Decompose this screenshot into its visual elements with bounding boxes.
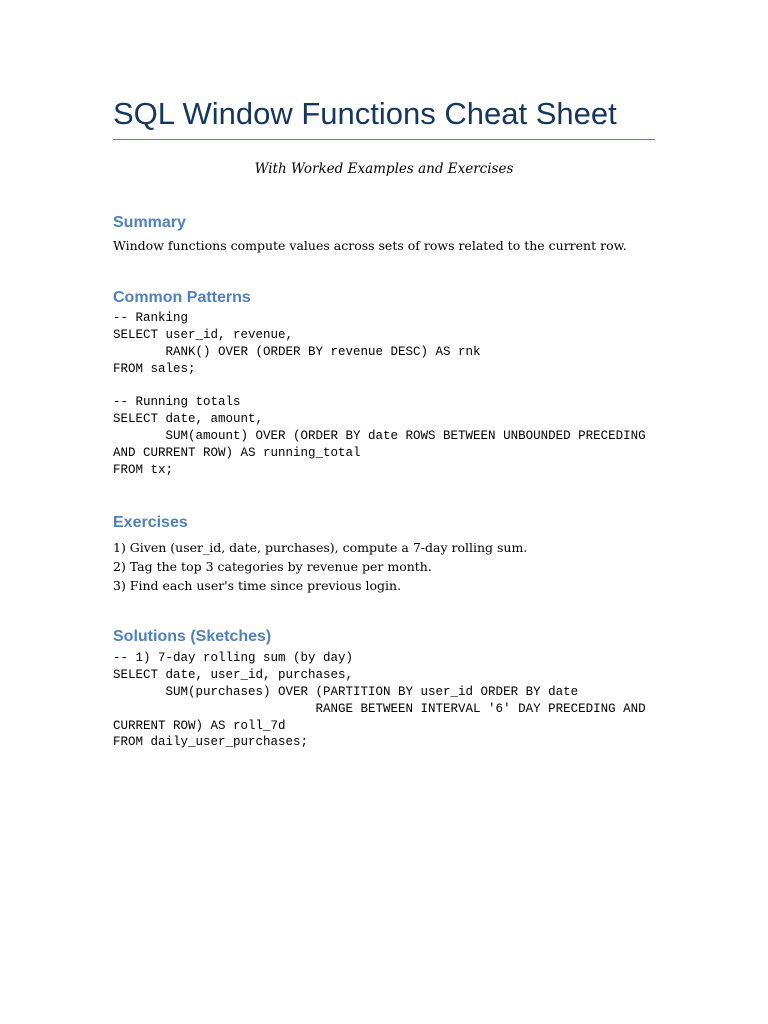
code-line: -- 1) 7-day rolling sum (by day) (113, 651, 354, 665)
code-line: -- Ranking (113, 311, 189, 325)
code-line: FROM sales; (113, 361, 196, 376)
patterns-code-block (113, 310, 646, 479)
document-title: SQL Window Functions Cheat Sheet (113, 96, 617, 131)
code-line: RANGE BETWEEN INTERVAL '6' DAY PRECEDING AND (113, 701, 646, 716)
code-line: SUM(purchases) OVER (PARTITION BY user_id ORDER BY date (113, 684, 579, 699)
summary-heading: Summary (113, 214, 186, 231)
title-divider (113, 139, 655, 140)
code-line: SUM(amount) OVER (ORDER BY date ROWS BETWEEN UNBOUNDED PRECEDING (113, 429, 646, 444)
code-line: SELECT user_id, revenue, (113, 327, 294, 342)
code-line: SELECT date, amount, (113, 412, 264, 427)
code-line: FROM tx; (113, 463, 174, 478)
exercises-list (113, 538, 527, 595)
code-line: CURRENT ROW) AS roll_7d (113, 718, 286, 733)
solutions-code-block (113, 650, 646, 751)
code-line: AND CURRENT ROW) AS running_total (113, 446, 361, 461)
summary-text: Window functions compute values across sets of rows related to the current row. (113, 238, 627, 253)
exercise-item: 1) Given (user_id, date, purchases), compute a 7-day rolling sum. (113, 540, 528, 555)
solutions-heading: Solutions (Sketches) (113, 628, 272, 645)
code-line: RANK() OVER (ORDER BY revenue DESC) AS rnk (113, 344, 481, 359)
code-line: SELECT date, user_id, purchases, (113, 667, 354, 682)
code-line (113, 378, 646, 395)
exercises-heading: Exercises (113, 514, 188, 531)
code-line: FROM daily_user_purchases; (113, 735, 309, 750)
document-subtitle: With Worked Examples and Exercises (254, 161, 514, 177)
exercise-item: 3) Find each user's time since previous login. (113, 578, 402, 593)
patterns-heading: Common Patterns (113, 289, 251, 306)
exercise-item: 2) Tag the top 3 categories by revenue per month. (113, 559, 432, 574)
code-line: -- Running totals (113, 395, 241, 410)
